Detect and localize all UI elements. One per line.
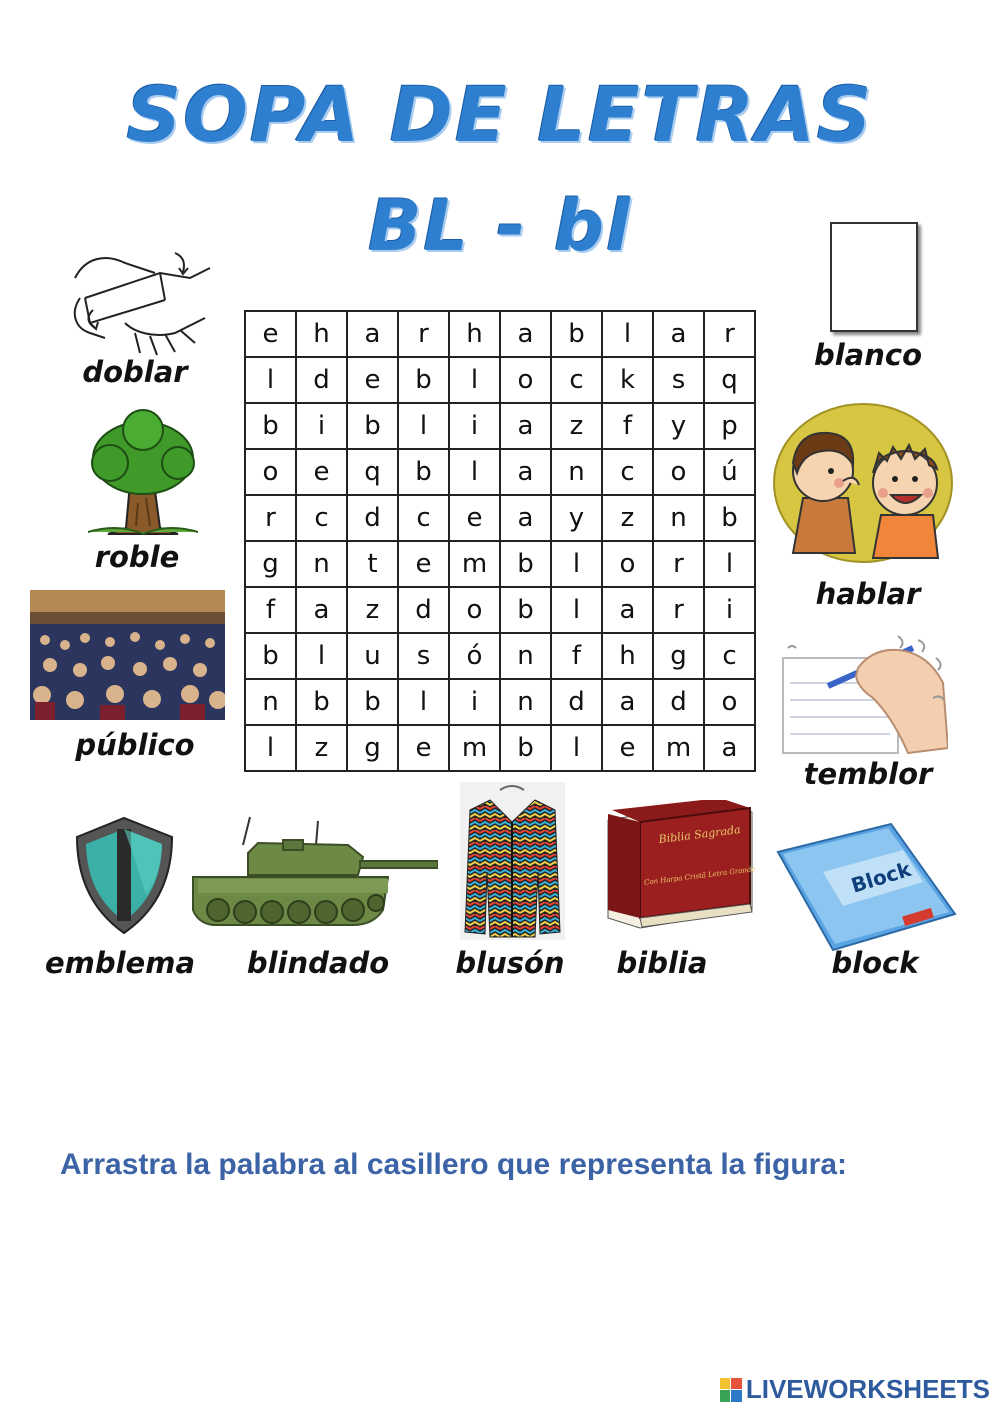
label-doblar: doblar xyxy=(82,355,188,389)
grid-cell[interactable]: a xyxy=(500,449,551,495)
hands-folding-icon xyxy=(65,238,215,358)
tree-icon xyxy=(88,408,198,538)
grid-cell[interactable]: d xyxy=(296,357,347,403)
grid-cell[interactable]: d xyxy=(398,587,449,633)
grid-cell[interactable]: b xyxy=(245,403,296,449)
notepad-icon xyxy=(773,822,958,952)
grid-cell[interactable]: a xyxy=(347,311,398,357)
grid-cell[interactable]: q xyxy=(704,357,755,403)
grid-cell[interactable]: g xyxy=(347,725,398,771)
grid-cell[interactable]: n xyxy=(653,495,704,541)
label-biblia: biblia xyxy=(616,946,708,980)
grid-cell[interactable]: h xyxy=(296,311,347,357)
liveworksheets-logo-icon xyxy=(720,1378,742,1402)
instruction-text: Arrastra la palabra al casillero que representa la figura: xyxy=(60,1148,848,1181)
grid-cell[interactable]: b xyxy=(500,725,551,771)
grid-cell[interactable]: s xyxy=(653,357,704,403)
grid-cell[interactable]: ú xyxy=(704,449,755,495)
grid-cell[interactable]: z xyxy=(347,587,398,633)
brand-name: LIVEWORKSHEETS xyxy=(745,1374,990,1404)
grid-cell[interactable]: e xyxy=(398,725,449,771)
grid-cell[interactable]: b xyxy=(551,311,602,357)
label-roble: roble xyxy=(94,540,180,574)
grid-cell[interactable]: z xyxy=(602,495,653,541)
grid-row xyxy=(245,357,755,403)
grid-cell[interactable]: b xyxy=(347,679,398,725)
label-emblema: emblema xyxy=(44,946,196,980)
grid-row xyxy=(245,541,755,587)
grid-cell[interactable]: e xyxy=(245,311,296,357)
label-blanco: blanco xyxy=(813,338,923,372)
grid-cell[interactable]: f xyxy=(551,633,602,679)
grid-cell[interactable]: a xyxy=(653,311,704,357)
grid-cell[interactable]: r xyxy=(653,541,704,587)
grid-cell[interactable]: p xyxy=(704,403,755,449)
grid-cell[interactable]: q xyxy=(347,449,398,495)
grid-cell[interactable]: n xyxy=(500,679,551,725)
grid-cell[interactable]: r xyxy=(704,311,755,357)
grid-cell[interactable]: e xyxy=(449,495,500,541)
grid-cell[interactable]: l xyxy=(602,311,653,357)
grid-cell[interactable]: e xyxy=(347,357,398,403)
grid-cell[interactable]: z xyxy=(551,403,602,449)
grid-cell[interactable]: h xyxy=(449,311,500,357)
grid-cell[interactable]: z xyxy=(296,725,347,771)
grid-cell[interactable]: m xyxy=(449,541,500,587)
label-hablar: hablar xyxy=(815,577,921,611)
grid-cell[interactable]: h xyxy=(602,633,653,679)
grid-cell[interactable]: s xyxy=(398,633,449,679)
grid-cell[interactable]: d xyxy=(551,679,602,725)
grid-cell[interactable]: e xyxy=(398,541,449,587)
grid-cell[interactable]: e xyxy=(296,449,347,495)
grid-cell[interactable]: ó xyxy=(449,633,500,679)
grid-cell[interactable]: a xyxy=(704,725,755,771)
grid-cell[interactable]: u xyxy=(347,633,398,679)
grid-cell[interactable]: b xyxy=(398,357,449,403)
blouse-icon xyxy=(460,782,565,940)
grid-cell[interactable]: f xyxy=(245,587,296,633)
grid-cell[interactable]: n xyxy=(551,449,602,495)
grid-cell[interactable]: i xyxy=(704,587,755,633)
grid-cell[interactable]: a xyxy=(500,403,551,449)
grid-cell[interactable]: l xyxy=(551,541,602,587)
grid-cell[interactable]: l xyxy=(449,357,500,403)
grid-cell[interactable]: c xyxy=(551,357,602,403)
grid-cell[interactable]: n xyxy=(500,633,551,679)
grid-cell[interactable]: r xyxy=(398,311,449,357)
page-subtitle: BL - bl xyxy=(368,185,632,267)
grid-row xyxy=(245,403,755,449)
liveworksheets-brand xyxy=(720,1374,990,1405)
grid-cell[interactable]: f xyxy=(602,403,653,449)
grid-cell[interactable]: c xyxy=(296,495,347,541)
grid-cell[interactable]: i xyxy=(296,403,347,449)
grid-cell[interactable]: c xyxy=(704,633,755,679)
grid-row xyxy=(245,725,755,771)
grid-cell[interactable]: g xyxy=(653,633,704,679)
notepad-text: Block xyxy=(848,856,914,898)
grid-cell[interactable]: r xyxy=(653,587,704,633)
grid-cell[interactable]: c xyxy=(398,495,449,541)
label-publico: público xyxy=(75,728,195,762)
grid-cell[interactable]: l xyxy=(398,679,449,725)
grid-cell[interactable]: t xyxy=(347,541,398,587)
grid-row xyxy=(245,311,755,357)
grid-cell[interactable]: o xyxy=(500,357,551,403)
grid-cell[interactable]: a xyxy=(602,587,653,633)
page-title: SOPA DE LETRAS xyxy=(126,70,874,159)
shield-icon xyxy=(72,815,177,937)
grid-cell[interactable]: b xyxy=(296,679,347,725)
grid-cell[interactable]: n xyxy=(296,541,347,587)
bible-subtitle: Con Harpa Cristã Letra Grande xyxy=(643,865,756,887)
grid-cell[interactable]: o xyxy=(245,449,296,495)
grid-cell[interactable]: b xyxy=(704,495,755,541)
grid-cell[interactable]: g xyxy=(245,541,296,587)
white-rectangle xyxy=(830,222,918,332)
word-search-grid xyxy=(244,310,756,772)
grid-cell[interactable]: a xyxy=(602,679,653,725)
grid-cell[interactable]: n xyxy=(245,679,296,725)
grid-cell[interactable]: l xyxy=(296,633,347,679)
grid-cell[interactable]: y xyxy=(551,495,602,541)
audience-photo xyxy=(30,590,225,720)
grid-cell[interactable]: y xyxy=(653,403,704,449)
grid-cell[interactable]: b xyxy=(500,541,551,587)
label-bluson: blusón xyxy=(455,946,565,980)
grid-cell[interactable]: b xyxy=(347,403,398,449)
grid-row xyxy=(245,633,755,679)
grid-cell[interactable]: b xyxy=(398,449,449,495)
grid-cell[interactable]: o xyxy=(653,449,704,495)
shaky-hand-writing-icon xyxy=(778,628,948,758)
grid-row xyxy=(245,679,755,725)
grid-row xyxy=(245,587,755,633)
grid-cell[interactable]: l xyxy=(449,449,500,495)
grid-row xyxy=(245,449,755,495)
grid-cell[interactable]: d xyxy=(653,679,704,725)
bible-book-icon xyxy=(600,800,758,930)
grid-cell[interactable]: i xyxy=(449,403,500,449)
grid-cell[interactable]: a xyxy=(500,311,551,357)
label-blindado: blindado xyxy=(246,946,390,980)
grid-cell[interactable]: l xyxy=(398,403,449,449)
grid-cell[interactable]: b xyxy=(500,587,551,633)
bible-title: Biblia Sagrada xyxy=(657,823,742,846)
grid-cell[interactable]: l xyxy=(551,725,602,771)
grid-cell[interactable]: d xyxy=(347,495,398,541)
grid-cell[interactable]: m xyxy=(449,725,500,771)
grid-cell[interactable]: l xyxy=(704,541,755,587)
tank-icon xyxy=(188,815,438,935)
grid-cell[interactable]: i xyxy=(449,679,500,725)
grid-cell[interactable]: o xyxy=(449,587,500,633)
label-block: block xyxy=(831,946,919,980)
label-temblor: temblor xyxy=(803,757,933,791)
grid-cell[interactable]: r xyxy=(245,495,296,541)
grid-cell[interactable]: e xyxy=(602,725,653,771)
grid-cell[interactable]: a xyxy=(296,587,347,633)
grid-cell[interactable]: a xyxy=(500,495,551,541)
grid-cell[interactable]: k xyxy=(602,357,653,403)
grid-cell[interactable]: o xyxy=(704,679,755,725)
grid-cell[interactable]: b xyxy=(245,633,296,679)
grid-row xyxy=(245,495,755,541)
grid-cell[interactable]: c xyxy=(602,449,653,495)
grid-cell[interactable]: l xyxy=(245,725,296,771)
grid-cell[interactable]: l xyxy=(245,357,296,403)
grid-cell[interactable]: l xyxy=(551,587,602,633)
children-talking-icon xyxy=(773,403,953,563)
grid-cell[interactable]: m xyxy=(653,725,704,771)
grid-cell[interactable]: o xyxy=(602,541,653,587)
